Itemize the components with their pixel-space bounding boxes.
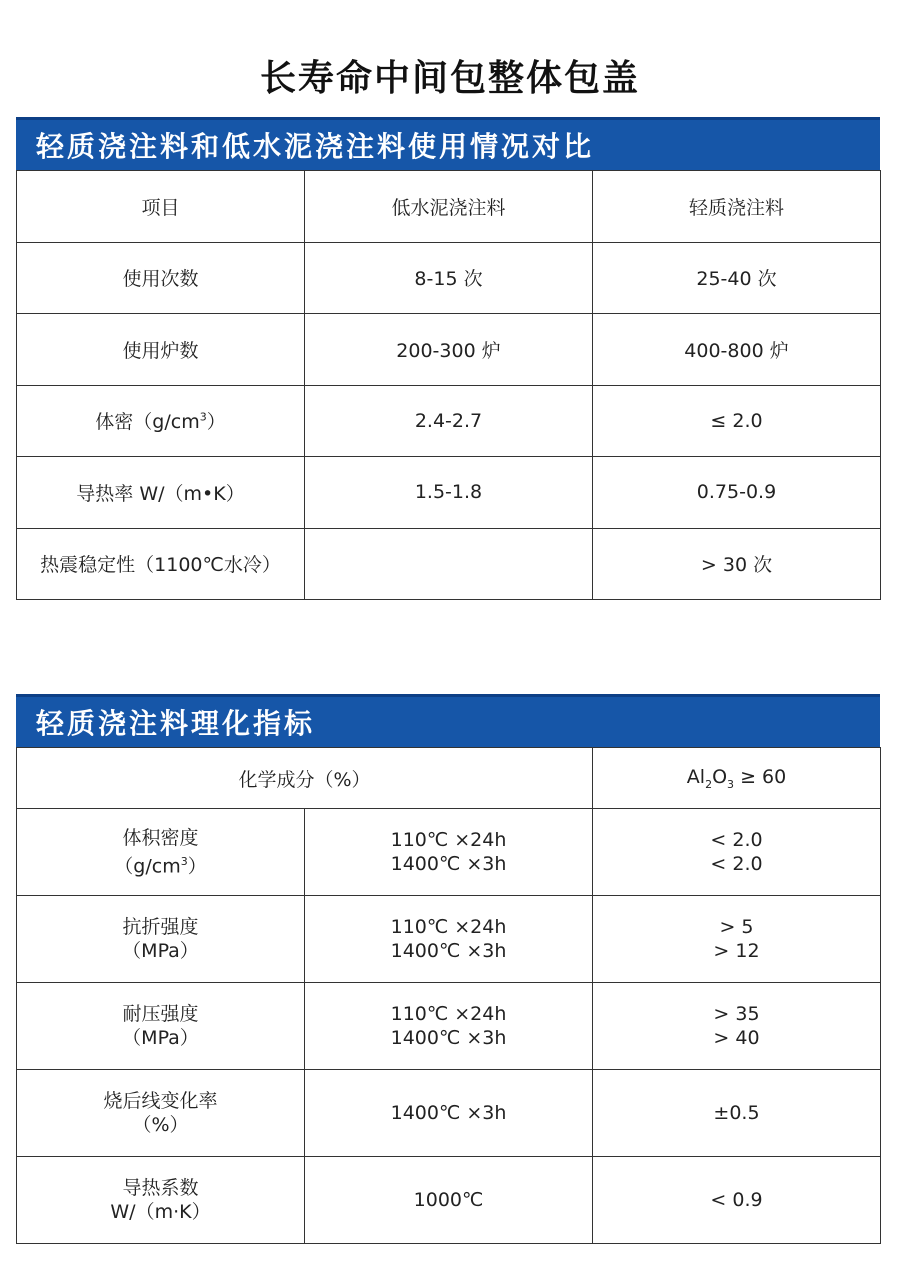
value-line: > 5 xyxy=(719,916,754,938)
value-line: ±0.5 xyxy=(713,1102,760,1124)
table-row xyxy=(17,809,881,896)
unit-text: ） xyxy=(187,855,207,878)
low-cement-value xyxy=(305,528,593,600)
value-line: < 2.0 xyxy=(710,829,763,851)
row-label xyxy=(17,385,305,457)
lightweight-value: 0.75-0.9 xyxy=(593,457,881,529)
condition-line: 110℃ ×24h xyxy=(390,1003,507,1025)
property-value xyxy=(593,896,881,983)
table-row xyxy=(17,1157,881,1244)
property-value xyxy=(593,983,881,1070)
table-header-row xyxy=(17,171,881,243)
condition-line: 1400℃ ×3h xyxy=(390,1102,507,1124)
table-row xyxy=(17,385,881,457)
value-line: < 0.9 xyxy=(710,1189,763,1211)
property-name xyxy=(17,983,305,1070)
row-label-text: 体密（g/cm xyxy=(95,411,200,434)
subscript: 2 xyxy=(705,777,713,791)
row-label: 导热率 W/（m•K） xyxy=(17,457,305,529)
row-label: 使用次数 xyxy=(17,242,305,314)
property-name xyxy=(17,1157,305,1244)
low-cement-value: 2.4-2.7 xyxy=(305,385,593,457)
subscript: 3 xyxy=(727,777,735,791)
table-row xyxy=(17,242,881,314)
formula-part: O xyxy=(712,765,728,788)
table-row xyxy=(17,983,881,1070)
table-row xyxy=(17,457,881,529)
section-header-properties: 轻质浇注料理化指标 xyxy=(16,694,880,747)
value-line: > 12 xyxy=(713,940,760,962)
test-condition xyxy=(305,809,593,896)
section-header-comparison: 轻质浇注料和低水泥浇注料使用情况对比 xyxy=(16,117,880,170)
page-title: 长寿命中间包整体包盖 xyxy=(259,58,640,99)
composition-row xyxy=(17,748,881,809)
low-cement-value: 1.5-1.8 xyxy=(305,457,593,529)
property-name xyxy=(17,896,305,983)
row-label-text: ） xyxy=(206,411,226,434)
property-unit-line: W/（m·K） xyxy=(110,1201,211,1223)
condition-line: 110℃ ×24h xyxy=(390,829,507,851)
column-header-lightweight: 轻质浇注料 xyxy=(593,171,881,243)
property-name-line: 烧后线变化率 xyxy=(103,1090,218,1112)
condition-line: 1400℃ ×3h xyxy=(390,940,507,962)
superscript: 3 xyxy=(199,410,207,424)
property-value xyxy=(593,1157,881,1244)
value-line: < 2.0 xyxy=(710,853,763,875)
condition-line: 1400℃ ×3h xyxy=(390,1027,507,1049)
test-condition xyxy=(305,1157,593,1244)
test-condition xyxy=(305,983,593,1070)
lightweight-value: > 30 次 xyxy=(593,528,881,600)
property-name xyxy=(17,1070,305,1157)
formula-part: ≥ 60 xyxy=(734,765,787,788)
property-name-line: 耐压强度 xyxy=(122,1003,199,1025)
value-line: > 35 xyxy=(713,1003,760,1025)
lightweight-value: 400-800 炉 xyxy=(593,314,881,386)
low-cement-value: 8-15 次 xyxy=(305,242,593,314)
composition-value xyxy=(593,748,881,809)
table-row xyxy=(17,314,881,386)
property-name-line: 抗折强度 xyxy=(122,916,199,938)
composition-label: 化学成分（%） xyxy=(17,748,593,809)
property-value xyxy=(593,809,881,896)
column-header-item: 项目 xyxy=(17,171,305,243)
value-line: > 40 xyxy=(713,1027,760,1049)
property-unit-line: （MPa） xyxy=(122,1027,199,1049)
column-header-low-cement: 低水泥浇注料 xyxy=(305,171,593,243)
lightweight-value: ≤ 2.0 xyxy=(593,385,881,457)
property-name-line: 体积密度 xyxy=(122,826,199,849)
test-condition xyxy=(305,896,593,983)
row-label: 使用炉数 xyxy=(17,314,305,386)
table-row xyxy=(17,528,881,600)
property-name xyxy=(17,809,305,896)
superscript: 3 xyxy=(180,854,188,868)
unit-text: （g/cm xyxy=(114,855,181,878)
property-value xyxy=(593,1070,881,1157)
condition-line: 110℃ ×24h xyxy=(390,916,507,938)
test-condition xyxy=(305,1070,593,1157)
condition-line: 1000℃ xyxy=(413,1189,484,1211)
property-unit-line: （MPa） xyxy=(122,940,199,962)
table-row xyxy=(17,896,881,983)
formula-part: Al xyxy=(686,765,706,788)
table-row xyxy=(17,1070,881,1157)
row-label: 热震稳定性（1100℃水冷） xyxy=(17,528,305,600)
condition-line: 1400℃ ×3h xyxy=(390,853,507,875)
lightweight-value: 25-40 次 xyxy=(593,242,881,314)
comparison-table xyxy=(16,170,881,600)
low-cement-value: 200-300 炉 xyxy=(305,314,593,386)
property-unit-line: （%） xyxy=(132,1114,189,1136)
properties-table xyxy=(16,747,881,1244)
property-unit-line xyxy=(17,850,304,878)
property-name-line: 导热系数 xyxy=(122,1177,199,1199)
